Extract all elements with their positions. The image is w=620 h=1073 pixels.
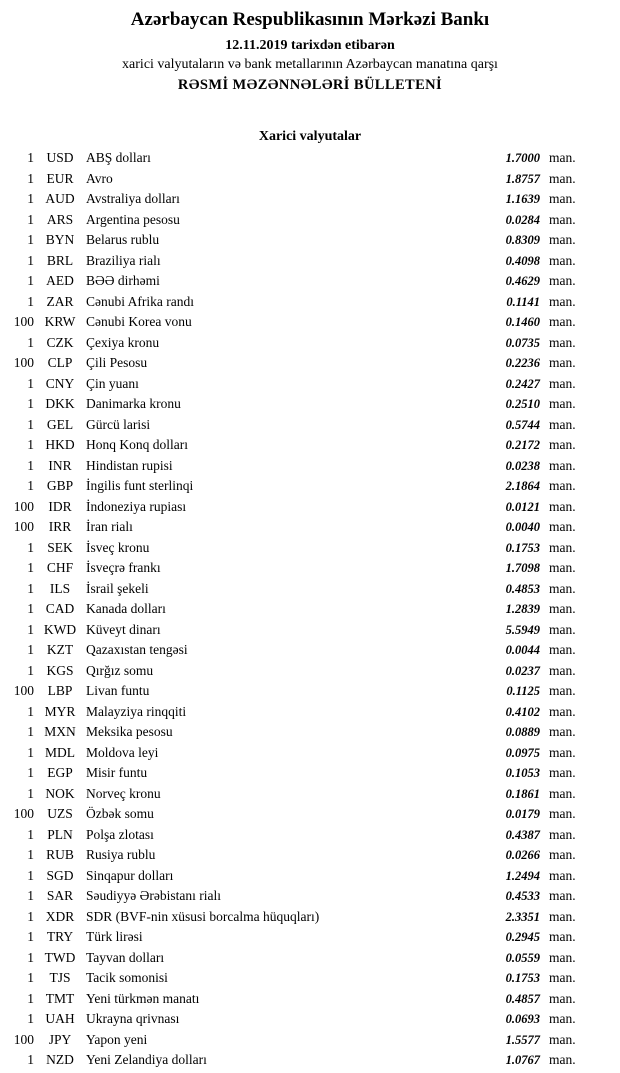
- currency-unit-label: man.: [549, 560, 576, 575]
- currency-name: Danimarka kronu: [86, 396, 181, 411]
- currency-name: İngilis funt sterlinqi: [86, 478, 194, 493]
- currency-unit-label: man.: [549, 355, 576, 370]
- currency-unit-label: man.: [549, 150, 576, 165]
- currency-name: Küveyt dinarı: [86, 621, 161, 637]
- currency-quantity: 1: [27, 478, 34, 493]
- currency-unit-label: man.: [549, 437, 576, 452]
- currency-row: [0, 622, 620, 643]
- currency-code: SGD: [46, 867, 74, 883]
- currency-code: CAD: [45, 601, 75, 616]
- currency-name: Çexiya kronu: [86, 334, 160, 350]
- currency-row: [0, 253, 620, 274]
- currency-row: [0, 171, 620, 192]
- currency-quantity: 1: [27, 252, 34, 268]
- currency-code: LBP: [47, 683, 73, 698]
- currency-rate: 1.7000: [505, 151, 540, 165]
- currency-code: DKK: [45, 396, 75, 411]
- currency-row: [0, 417, 620, 438]
- currency-quantity: 1: [27, 396, 34, 411]
- currency-unit-label: man.: [549, 293, 576, 309]
- currency-rate: 0.0044: [505, 643, 540, 657]
- currency-quantity: 1: [27, 826, 34, 842]
- currency-unit-label: man.: [549, 191, 576, 206]
- currency-name: BƏƏ dirhəmi: [86, 273, 160, 288]
- currency-code: PLN: [47, 826, 73, 842]
- currency-row: [0, 396, 620, 417]
- currency-row: [0, 314, 620, 335]
- currency-unit-label: man.: [549, 744, 576, 760]
- currency-rate: 0.1460: [505, 315, 540, 329]
- currency-unit-label: man.: [549, 970, 576, 985]
- currency-code: AUD: [45, 191, 75, 206]
- currency-rate: 0.0179: [505, 807, 540, 821]
- currency-quantity: 1: [27, 416, 34, 432]
- bank-title: Azərbaycan Respublikasının Mərkəzi Bankı: [130, 9, 490, 30]
- currency-quantity: 1: [27, 970, 34, 985]
- currency-name: Kanada dolları: [86, 601, 166, 616]
- currency-code: UZS: [47, 806, 73, 821]
- currency-quantity: 1: [27, 273, 34, 288]
- bulletin-header: [0, 8, 620, 94]
- currency-rate: 0.2510: [505, 397, 540, 411]
- currency-unit-label: man.: [549, 416, 576, 432]
- currency-code: TRY: [46, 929, 74, 944]
- currency-name: İsveçrə frankı: [86, 560, 161, 575]
- currency-rate: 0.1141: [506, 294, 540, 309]
- currency-quantity: 1: [27, 847, 34, 862]
- currency-code: CLP: [47, 355, 73, 370]
- currency-rate: 0.4387: [505, 827, 540, 842]
- currency-code: TWD: [44, 949, 76, 965]
- currency-rate: 0.2945: [505, 930, 540, 944]
- currency-rate: 0.8309: [505, 233, 540, 247]
- currency-rate: 1.7098: [505, 561, 540, 575]
- currency-unit-label: man.: [549, 724, 576, 739]
- currency-code: HKD: [45, 437, 75, 452]
- currency-rate: 0.2427: [505, 376, 540, 391]
- currency-code: TMT: [45, 990, 75, 1006]
- currency-unit-label: man.: [549, 334, 576, 350]
- currency-quantity: 1: [27, 170, 34, 186]
- currency-quantity: 1: [27, 642, 34, 657]
- currency-name: Avro: [86, 170, 113, 186]
- currency-quantity: 1: [27, 724, 34, 739]
- currency-quantity: 1: [27, 621, 34, 637]
- currency-quantity: 1: [27, 765, 34, 780]
- currency-unit-label: man.: [549, 252, 576, 268]
- currency-rate: 0.0889: [505, 725, 540, 739]
- currency-name: Özbək somu: [86, 806, 154, 821]
- currency-quantity: 1: [27, 785, 34, 801]
- currency-code: IRR: [48, 519, 72, 534]
- currency-rate: 0.2172: [505, 438, 540, 452]
- currency-unit-label: man.: [549, 601, 576, 616]
- currency-code: KRW: [44, 314, 76, 329]
- currency-quantity: 100: [13, 806, 34, 821]
- currency-row: [0, 929, 620, 950]
- currency-name: Moldova leyi: [86, 744, 159, 760]
- currency-row: [0, 1052, 620, 1073]
- currency-rate: 2.3351: [505, 909, 540, 924]
- currency-unit-label: man.: [549, 498, 576, 514]
- currency-unit-label: man.: [549, 1052, 576, 1067]
- currency-code: NZD: [46, 1052, 74, 1067]
- currency-code: IDR: [48, 498, 72, 514]
- currency-rate: 0.1053: [505, 766, 540, 780]
- currency-rate: 0.1861: [505, 786, 540, 801]
- currency-name: Braziliya rialı: [86, 252, 161, 268]
- currency-row: [0, 806, 620, 827]
- currency-quantity: 1: [27, 908, 34, 924]
- currency-rate: 0.4853: [505, 581, 540, 596]
- currency-row: [0, 581, 620, 602]
- currency-row: [0, 212, 620, 233]
- currency-row: [0, 888, 620, 909]
- currency-row: [0, 1032, 620, 1053]
- currency-rate: 0.0735: [505, 335, 540, 350]
- currency-quantity: 1: [27, 539, 34, 555]
- currency-name: Səudiyyə Ərəbistanı rialı: [86, 888, 221, 903]
- currency-name: Meksika pesosu: [86, 724, 173, 739]
- currency-row: [0, 827, 620, 848]
- currency-name: Avstraliya dolları: [86, 191, 180, 206]
- currency-code: SAR: [46, 888, 74, 903]
- currency-name: Sinqapur dolları: [86, 867, 174, 883]
- currency-name: Çili Pesosu: [86, 355, 148, 370]
- currency-code: MXN: [44, 724, 76, 739]
- currency-unit-label: man.: [549, 396, 576, 411]
- currency-name: İndoneziya rupiası: [86, 498, 187, 514]
- currency-quantity: 1: [27, 457, 34, 473]
- currency-name: İsrail şekeli: [86, 580, 149, 596]
- currency-quantity: 1: [27, 580, 34, 596]
- currency-quantity: 100: [13, 314, 34, 329]
- effective-date: 12.11.2019 tarixdən etibarən: [225, 38, 395, 53]
- currency-name: Gürcü larisi: [86, 416, 151, 432]
- currency-quantity: 1: [27, 703, 34, 719]
- currency-name: Tacik somonisi: [86, 970, 168, 985]
- currency-unit-label: man.: [549, 785, 576, 801]
- currency-code: ZAR: [46, 293, 74, 309]
- currency-row: [0, 191, 620, 212]
- currency-rate: 0.0266: [505, 848, 540, 862]
- currency-name: Rusiya rublu: [86, 847, 156, 862]
- currency-row: [0, 950, 620, 971]
- currency-code: SEK: [47, 539, 73, 555]
- currency-row: [0, 519, 620, 540]
- currency-row: [0, 335, 620, 356]
- currency-code: ILS: [49, 580, 71, 596]
- currency-quantity: 1: [27, 867, 34, 883]
- currency-name: Türk lirəsi: [86, 929, 143, 944]
- currency-unit-label: man.: [549, 703, 576, 719]
- bulletin-subtitle: xarici valyutaların və bank metallarının Azərbaycan manatına qarşı: [122, 57, 498, 72]
- currency-quantity: 1: [27, 744, 34, 760]
- currency-unit-label: man.: [549, 273, 576, 288]
- currency-code: XDR: [45, 908, 75, 924]
- currency-name: Tayvan dolları: [86, 949, 165, 965]
- currency-row: [0, 663, 620, 684]
- currency-quantity: 1: [27, 990, 34, 1006]
- currency-unit-label: man.: [549, 539, 576, 555]
- currency-quantity: 1: [27, 191, 34, 206]
- currency-quantity: 1: [27, 1052, 34, 1067]
- currency-name: Yeni türkmən manatı: [86, 990, 200, 1006]
- currency-rate: 1.5577: [505, 1032, 540, 1047]
- currency-rate: 0.0237: [505, 663, 540, 678]
- currency-row: [0, 355, 620, 376]
- currency-code: ARS: [46, 211, 74, 227]
- currency-unit-label: man.: [549, 929, 576, 944]
- currency-quantity: 1: [27, 601, 34, 616]
- section-title-foreign-currencies: Xarici valyutalar: [258, 129, 362, 144]
- currency-code: EUR: [46, 170, 74, 186]
- currency-unit-label: man.: [549, 908, 576, 924]
- currency-row: [0, 1011, 620, 1032]
- currency-unit-label: man.: [549, 1011, 576, 1026]
- currency-unit-label: man.: [549, 662, 576, 678]
- currency-row: [0, 909, 620, 930]
- currency-code: CHF: [46, 560, 74, 575]
- currency-unit-label: man.: [549, 990, 576, 1006]
- currency-code: TJS: [49, 970, 71, 985]
- currency-code: RUB: [46, 847, 74, 862]
- currency-name: İran rialı: [86, 519, 133, 534]
- currency-quantity: 1: [27, 375, 34, 391]
- currency-rate: 0.0238: [505, 458, 540, 473]
- currency-code: KWD: [43, 621, 77, 637]
- currency-quantity: 1: [27, 662, 34, 678]
- currency-row: [0, 683, 620, 704]
- currency-code: CZK: [46, 334, 74, 350]
- currency-rate: 0.1753: [505, 540, 540, 555]
- currency-name: Cənubi Afrika randı: [86, 293, 194, 309]
- currency-quantity: 100: [13, 498, 34, 514]
- currency-name: Honq Konq dolları: [86, 437, 188, 452]
- currency-name: İsveç kronu: [86, 539, 150, 555]
- currency-rate: 0.0121: [505, 499, 540, 514]
- currency-row: [0, 478, 620, 499]
- currency-rate: 0.4102: [505, 704, 540, 719]
- currency-code: JPY: [48, 1031, 72, 1047]
- currency-name: Qazaxıstan tengəsi: [86, 642, 188, 657]
- currency-rate: 0.4629: [505, 274, 540, 288]
- currency-code: UAH: [45, 1011, 75, 1026]
- currency-row: [0, 294, 620, 315]
- currency-code: EGP: [47, 765, 73, 780]
- currency-unit-label: man.: [549, 170, 576, 186]
- currency-name: Livan funtu: [86, 683, 150, 698]
- currency-rate: 1.1639: [505, 192, 540, 206]
- currency-unit-label: man.: [549, 888, 576, 903]
- currency-quantity: 1: [27, 888, 34, 903]
- currency-rate: 1.2494: [505, 868, 540, 883]
- currency-unit-label: man.: [549, 232, 576, 247]
- currency-rate: 0.2236: [505, 356, 540, 370]
- currency-quantity: 1: [27, 150, 34, 165]
- rates-table: [0, 150, 620, 1073]
- currency-unit-label: man.: [549, 375, 576, 391]
- currency-quantity: 100: [13, 355, 34, 370]
- currency-unit-label: man.: [549, 1031, 576, 1047]
- currency-rate: 0.0559: [505, 950, 540, 965]
- currency-unit-label: man.: [549, 847, 576, 862]
- currency-rate: 0.0284: [505, 212, 540, 227]
- currency-code: BYN: [45, 232, 75, 247]
- bulletin-title: RƏSMİ MƏZƏNNƏLƏRİ BÜLLETENİ: [177, 77, 443, 93]
- currency-code: NOK: [45, 785, 75, 801]
- currency-unit-label: man.: [549, 519, 576, 534]
- currency-row: [0, 273, 620, 294]
- currency-code: KZT: [46, 642, 74, 657]
- currency-row: [0, 232, 620, 253]
- currency-quantity: 100: [13, 683, 34, 698]
- currency-quantity: 1: [27, 293, 34, 309]
- currency-unit-label: man.: [549, 806, 576, 821]
- currency-row: [0, 642, 620, 663]
- currency-rate: 0.0693: [505, 1012, 540, 1026]
- currency-quantity: 1: [27, 560, 34, 575]
- currency-row: [0, 437, 620, 458]
- currency-row: [0, 376, 620, 397]
- currency-rate: 0.5744: [505, 417, 540, 432]
- currency-unit-label: man.: [549, 683, 576, 698]
- currency-quantity: 1: [27, 232, 34, 247]
- currency-row: [0, 724, 620, 745]
- currency-quantity: 100: [13, 1031, 34, 1047]
- currency-rate: 0.0040: [505, 520, 540, 534]
- currency-unit-label: man.: [549, 642, 576, 657]
- currency-name: Belarus rublu: [86, 232, 160, 247]
- currency-rate: 5.5949: [505, 622, 540, 637]
- currency-unit-label: man.: [549, 949, 576, 965]
- currency-row: [0, 499, 620, 520]
- currency-row: [0, 786, 620, 807]
- currency-row: [0, 847, 620, 868]
- currency-rate: 1.2839: [505, 602, 540, 616]
- currency-name: Norveç kronu: [86, 785, 161, 801]
- currency-quantity: 100: [13, 519, 34, 534]
- currency-unit-label: man.: [549, 826, 576, 842]
- currency-code: MDL: [45, 744, 75, 760]
- currency-unit-label: man.: [549, 314, 576, 329]
- currency-quantity: 1: [27, 211, 34, 227]
- currency-row: [0, 970, 620, 991]
- currency-name: Misir funtu: [86, 765, 148, 780]
- currency-rate: 2.1864: [505, 479, 540, 493]
- currency-code: GEL: [46, 416, 74, 432]
- currency-name: Qırğız somu: [86, 662, 154, 678]
- currency-name: Ukrayna qrivnası: [86, 1011, 180, 1026]
- currency-row: [0, 150, 620, 171]
- currency-name: Çin yuanı: [86, 375, 139, 391]
- currency-rate: 0.4098: [505, 253, 540, 268]
- currency-row: [0, 560, 620, 581]
- currency-name: Hindistan rupisi: [86, 457, 173, 473]
- currency-name: Polşa zlotası: [86, 826, 154, 842]
- currency-unit-label: man.: [549, 580, 576, 596]
- currency-code: CNY: [45, 375, 75, 391]
- currency-unit-label: man.: [549, 478, 576, 493]
- currency-code: USD: [46, 150, 74, 165]
- currency-name: ABŞ dolları: [86, 150, 151, 165]
- currency-unit-label: man.: [549, 867, 576, 883]
- currency-row: [0, 704, 620, 725]
- currency-quantity: 1: [27, 1011, 34, 1026]
- currency-name: Cənubi Korea vonu: [86, 314, 192, 329]
- currency-row: [0, 868, 620, 889]
- currency-rate: 0.4533: [505, 889, 540, 903]
- currency-quantity: 1: [27, 929, 34, 944]
- currency-row: [0, 458, 620, 479]
- currency-row: [0, 765, 620, 786]
- currency-rate: 0.1125: [506, 684, 540, 698]
- currency-name: Yapon yeni: [86, 1031, 148, 1047]
- currency-name: Yeni Zelandiya dolları: [86, 1052, 207, 1067]
- currency-code: MYR: [44, 703, 76, 719]
- currency-unit-label: man.: [549, 457, 576, 473]
- currency-name: Argentina pesosu: [86, 211, 180, 227]
- currency-unit-label: man.: [549, 765, 576, 780]
- currency-code: KGS: [46, 662, 74, 678]
- currency-unit-label: man.: [549, 211, 576, 227]
- currency-rate: 1.0767: [505, 1053, 540, 1067]
- currency-quantity: 1: [27, 437, 34, 452]
- currency-rate: 0.4857: [505, 991, 540, 1006]
- currency-row: [0, 601, 620, 622]
- currency-rate: 0.1753: [505, 971, 540, 985]
- currency-code: GBP: [46, 478, 74, 493]
- currency-code: BRL: [46, 252, 74, 268]
- currency-row: [0, 991, 620, 1012]
- currency-quantity: 1: [27, 949, 34, 965]
- currency-rate: 1.8757: [505, 171, 540, 186]
- currency-name: Malayziya rinqqiti: [86, 703, 187, 719]
- currency-name: SDR (BVF-nin xüsusi borcalma hüquqları): [86, 908, 320, 924]
- currency-unit-label: man.: [549, 621, 576, 637]
- currency-quantity: 1: [27, 334, 34, 350]
- currency-rate: 0.0975: [505, 745, 540, 760]
- currency-code: INR: [48, 457, 72, 473]
- currency-row: [0, 540, 620, 561]
- currency-code: AED: [46, 273, 74, 288]
- currency-row: [0, 745, 620, 766]
